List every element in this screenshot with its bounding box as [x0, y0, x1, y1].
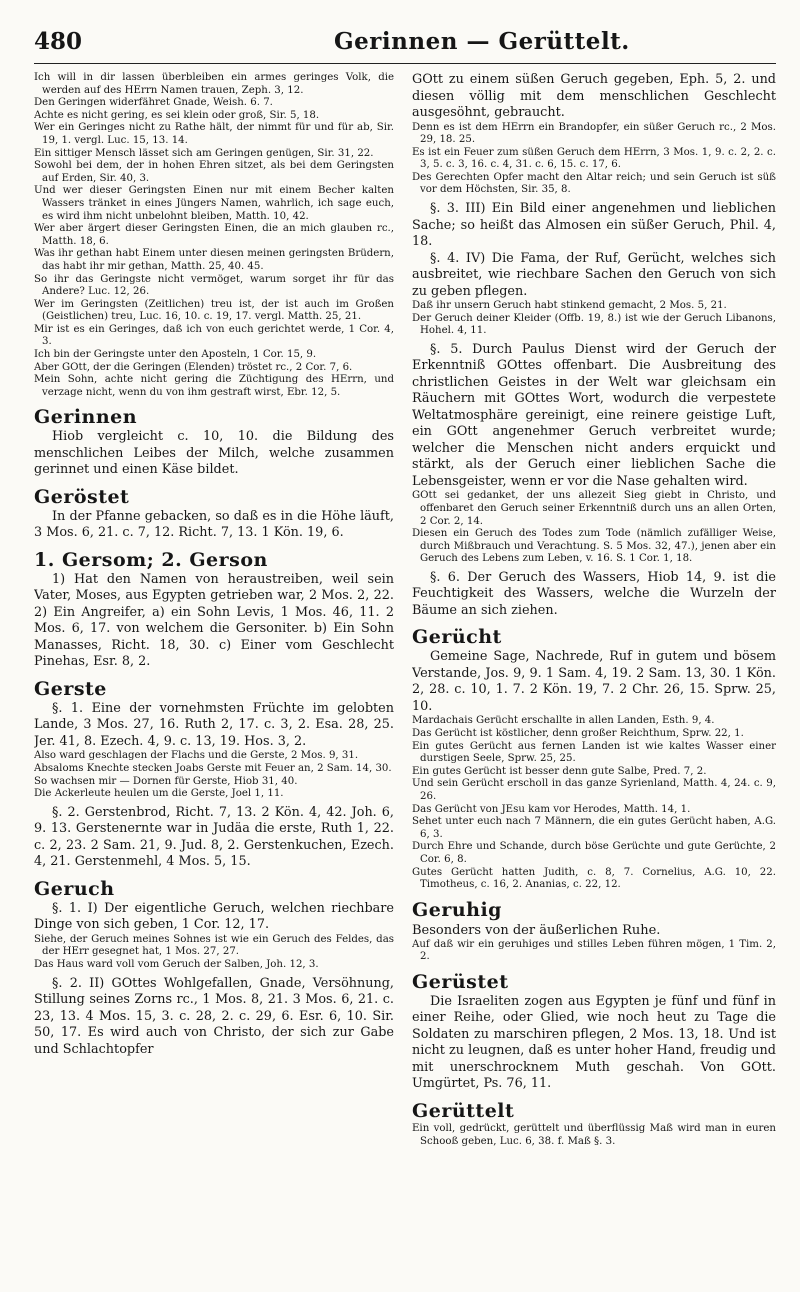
citation: Siehe, der Geruch meines Sohnes ist wie ein Geruch des Feldes, das der HErr gesegnet hat, 1 Mos. 27, 27. — [34, 933, 394, 958]
citation: Durch Ehre und Schande, durch böse Gerüchte und gute Gerüchte, 2 Cor. 6, 8. — [412, 841, 776, 865]
citation: Mir ist es ein Geringes, daß ich von euch gerichtet werde, 1 Cor. 4, 3. — [34, 323, 394, 348]
citation: Sowohl bei dem, der in hohen Ehren sitzet, als bei dem Geringsten auf Erden, Sir. 40, 3. — [34, 160, 394, 184]
citation: Ein sittiger Mensch lässet sich am Geringen genügen, Sir. 31, 22. — [34, 147, 374, 159]
citation: Achte es nicht gering, es sei klein oder groß, Sir. 5, 18. — [34, 109, 320, 121]
citation: Ich will in dir lassen überbleiben ein armes geringes Volk, die werden auf des HErrn Namen trauen, Zeph. 3, 12. — [34, 72, 394, 96]
running-head: Gerinnen — Gerüttelt. — [334, 28, 630, 55]
entry-text: 1) Hat den Namen von heraustreiben, weil sein Vater, Moses, aus Egypten getrieben war, 2 Mos. 2, 22. 2) Ein Angreifer, a) ein Sohn Levis, 1 Mos. 46, 11. 2 Mos. 6, 17. von welchem die Gersoniter. b) Ein Sohn Manasses, Richt. 18, 30. c) Einer vom Geschlecht Pinehas, Esr. 8, 2. — [34, 571, 394, 670]
citation: Und sein Gerücht erscholl in das ganze Syrienland, Matth. 4, 24. c. 9, 26. — [412, 778, 776, 802]
entry-title-gerste: Gerste — [34, 677, 107, 700]
citation: Das Gerücht ist köstlicher, denn großer Reichthum, Sprw. 22, 1. — [412, 728, 744, 739]
citation: Daß ihr unsern Geruch habt stinkend gemacht, 2 Mos. 5, 21. — [412, 300, 727, 312]
page-header — [34, 28, 776, 68]
citation: Ein gutes Gerücht aus fernen Landen ist wie kaltes Wasser einer durstigen Seele, Sprw. 25, 25. — [412, 740, 776, 765]
citation: Gutes Gerücht hatten Judith, c. 8, 7. Cornelius, A.G. 10, 22. Timotheus, c. 16, 2. Ananias, c. 22, 12. — [412, 866, 776, 891]
entry-title-geroestet: Geröstet — [34, 485, 130, 508]
entry-text: §. 5. Durch Paulus Dienst wird der Geruch der Erkenntniß GOttes offenbart. Die Ausbreitung des christlichen Geistes in der Welt war gleichsam ein Räuchern mit GOttes Wort, wodurch die verpestete Weltatmosphäre gereinigt, eine reinere geistige Luft, ein GOtt angenehmer Geruch verbreitet wurde; welcher die Menschen nicht anders erquickt und stärkt, als der Geruch einer lieblichen Sache die Lebensgeister, wenn er vor die Nase gehalten wird. — [412, 341, 776, 489]
entry-title-gersom: 1. Gersom; 2. Gerson — [34, 548, 268, 571]
entry-text: §. 2. II) GOttes Wohlgefallen, Gnade, Versöhnung, Stillung seines Zorns rc., 1 Mos. 8, 21. 3 Mos. 6, 21. c. 23, 13. 4 Mos. 15, 3. c. 28, 2. c. 29, 6. Esr. 6, 10. Sir. 50, 17. Es wird auch von Christo, der sich zur Gabe und Schlachtopfer — [34, 975, 394, 1057]
entry-title-geruettelt: Gerüttelt — [412, 1099, 515, 1122]
citation: Das Gerücht von JEsu kam vor Herodes, Matth. 14, 1. — [412, 803, 691, 815]
citation: Absaloms Knechte stecken Joabs Gerste mit Feuer an, 2 Sam. 14, 30. — [34, 763, 392, 775]
citation: Wer aber ärgert dieser Geringsten Einen, die an mich glauben rc., Matth. 18, 6. — [34, 223, 394, 247]
entry-text: §. 1. Eine der vornehmsten Früchte im gelobten Lande, 3 Mos. 27, 16. Ruth 2, 17. c. 3, 2. Esa. 28, 25. Jer. 41, 8. Ezech. 4, 9. c. 13, 19. Hos. 3, 2. — [34, 700, 394, 749]
citation: So wachsen mir — Dornen für Gerste, Hiob 31, 40. — [34, 775, 298, 787]
citation: Es ist ein Feuer zum süßen Geruch dem HErrn, 3 Mos. 1, 9. c. 2, 2. c. 3, 5. c. 3, 16. c. 4, 31. c. 6, 15. c. 17, 6. — [412, 146, 776, 171]
entry-text: §. 4. IV) Die Fama, der Ruf, Gerücht, welches sich ausbreitet, wie riechbare Sachen den Geruch von sich zu geben pflegen. — [412, 250, 776, 299]
entry-text: §. 3. III) Ein Bild einer angenehmen und lieblichen Sache; so heißt das Almosen ein süßer Geruch, Phil. 4, 18. — [412, 201, 776, 250]
entry-title-geruch: Geruch — [34, 877, 115, 900]
header-rule — [34, 63, 776, 64]
entry-title-geruestet: Gerüstet — [412, 970, 509, 993]
entry-text: §. 2. Gerstenbrod, Richt. 7, 13. 2 Kön. 4, 42. Joh. 6, 9. 13. Gerstenernte war in Judäa die erste, Ruth 1, 22. c. 2, 23. 2 Sam. 21, 9. Jud. 8, 2. Gerstenkuchen, Ezech. 4, 21. Gerstenmehl, 4 Mos. 5, 15. — [34, 804, 394, 870]
citation: Diesen ein Geruch des Todes zum Tode (nämlich zufälliger Weise, durch Mißbrauch und Verachtung. S. 5 Mos. 32, 47.), jenen aber ein Geruch des Lebens zum Leben, v. 16. S. 1 Cor. 1, 18. — [412, 528, 776, 565]
citation: Ich bin der Geringste unter den Aposteln, 1 Cor. 15, 9. — [34, 349, 317, 361]
citation: Ein gutes Gerücht ist besser denn gute Salbe, Pred. 7, 2. — [412, 765, 707, 777]
entry-title-geruhig: Geruhig — [412, 898, 502, 921]
citation: Des Gerechten Opfer macht den Altar reich; und sein Geruch ist süß vor dem Höchsten, Sir. 35, 8. — [412, 171, 776, 196]
entry-text: GOtt zu einem süßen Geruch gegeben, Eph. 5, 2. und diesen völlig mit dem menschlichen Geschlecht ausgesöhnt, gebraucht. — [412, 72, 776, 120]
citation: Ein voll, gedrückt, gerüttelt und überflüssig Maß wird man in euren Schooß geben, Luc. 6, 38. f. Maß §. 3. — [412, 1122, 776, 1147]
citation: Den Geringen widerfähret Gnade, Weish. 6. 7. — [34, 97, 273, 109]
citation: Das Haus ward voll vom Geruch der Salben, Joh. 12, 3. — [34, 959, 319, 970]
citation: Der Geruch deiner Kleider (Offb. 19, 8.) ist wie der Geruch Libanons, Hohel. 4, 11. — [412, 312, 776, 337]
citation: Auf daß wir ein geruhiges und stilles Leben führen mögen, 1 Tim. 2, 2. — [412, 938, 776, 963]
entry-text: Gemeine Sage, Nachrede, Ruf in gutem und bösem Verstande, Jos. 9, 9. 1 Sam. 4, 19. 2 Sam. 13, 30. 1 Kön. 2, 28. c. 10, 1. 7. 2 Kön. 19, 7. 2 Chr. 26, 15. Sprw. 25, 10. — [412, 649, 776, 714]
entry-subtitle: Besonders von der äußerlichen Ruhe. — [412, 922, 661, 938]
entry-text: Die Israeliten zogen aus Egypten je fünf und fünf in einer Reihe, oder Glied, wie noch heut zu Tage die Soldaten zu marschiren pflegen, 2 Mos. 13, 18. Und ist nicht zu leugnen, daß es unter hoher Hand, freudig und mit unerschrocknem Muth geschah. Von GOtt. Umgürtet, Ps. 76, 11. — [412, 993, 776, 1092]
citation: Wer im Geringsten (Zeitlichen) treu ist, der ist auch im Großen (Geistlichen) treu, Luc. 16, 10. c. 19, 17. vergl. Matth. 25, 21. — [34, 298, 394, 323]
citation: Und wer dieser Geringsten Einen nur mit einem Becher kalten Wassers tränket in eines Jüngers Namen, wahrlich, ich sage euch, es wird ihm nicht unbelohnt bleiben, Matth. 10, 42. — [34, 185, 394, 222]
citation: GOtt sei gedanket, der uns allezeit Sieg giebt in Christo, und offenbaret den Geruch seiner Erkenntniß durch uns an allen Orten, 2 Cor. 2, 14. — [412, 490, 776, 527]
entry-text: In der Pfanne gebacken, so daß es in die Höhe läuft, 3 Mos. 6, 21. c. 7, 12. Richt. 7, 13. 1 Kön. 19, 6. — [34, 508, 394, 541]
citation: Sehet unter euch nach 7 Männern, die ein gutes Gerücht haben, A.G. 6, 3. — [412, 816, 776, 840]
citation: Denn es ist dem HErrn ein Brandopfer, ein süßer Geruch rc., 2 Mos. 29, 18. 25. — [412, 121, 776, 146]
citation: So ihr das Geringste nicht vermöget, warum sorget ihr für das Andere? Luc. 12, 26. — [34, 273, 394, 298]
entry-text: Hiob vergleicht c. 10, 10. die Bildung des menschlichen Leibes der Milch, welche zusammen gerinnet und einen Käse bildet. — [34, 429, 394, 478]
entry-text: §. 6. Der Geruch des Wassers, Hiob 14, 9. ist die Feuchtigkeit des Wassers, welche die Wurzeln der Bäume an sich ziehen. — [412, 569, 776, 618]
citation: Mein Sohn, achte nicht gering die Züchtigung des HErrn, und verzage nicht, wenn du von ihm gestraft wirst, Ebr. 12, 5. — [34, 374, 394, 398]
citation: Also ward geschlagen der Flachs und die Gerste, 2 Mos. 9, 31. — [34, 750, 359, 762]
right-column — [412, 72, 776, 1148]
citation: Was ihr gethan habt Einem unter diesen meinen geringsten Brüdern, das habt ihr mir gethan, Matth. 25, 40. 45. — [34, 248, 394, 272]
citation: Die Ackerleute heulen um die Gerste, Joel 1, 11. — [34, 788, 284, 800]
page-number: 480 — [34, 28, 83, 55]
entry-title-gerinnen: Gerinnen — [34, 406, 138, 429]
left-column — [34, 72, 394, 1058]
citation: Aber GOtt, der die Geringen (Elenden) tröstet rc., 2 Cor. 7, 6. — [34, 361, 353, 373]
entry-title-geruecht: Gerücht — [412, 626, 502, 649]
entry-text: §. 1. I) Der eigentliche Geruch, welchen riechbare Dinge von sich geben, 1 Cor. 12, 17. — [34, 900, 394, 933]
citation: Mardachais Gerücht erschallte in allen Landen, Esth. 9, 4. — [412, 715, 715, 727]
citation: Wer ein Geringes nicht zu Rathe hält, der nimmt für und für ab, Sir. 19, 1. vergl. Luc. 15, 13. 14. — [34, 122, 394, 146]
